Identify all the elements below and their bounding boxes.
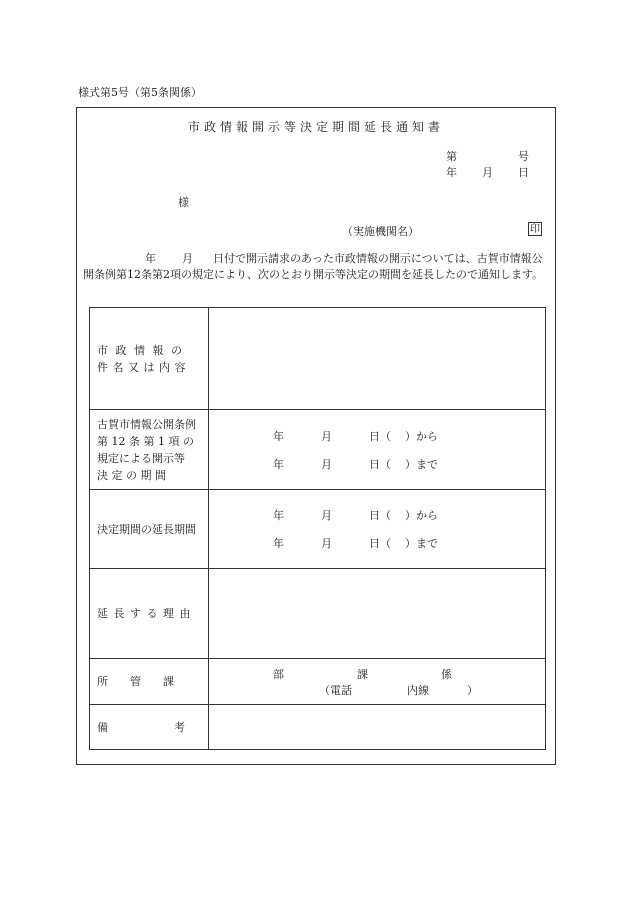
- original-period-to: 年 月 日（ ）まで: [273, 457, 438, 471]
- table-row: [90, 659, 546, 705]
- issue-year: 年: [446, 166, 457, 179]
- remarks-label: 備 考: [90, 705, 209, 750]
- addressee-honorific: 様: [178, 196, 189, 209]
- original-period-from: 年 月 日（ ）から: [273, 429, 438, 443]
- details-table: [89, 307, 546, 750]
- body-month: 月: [182, 252, 193, 265]
- table-row: [90, 569, 546, 659]
- table-row: [90, 410, 546, 490]
- extension-period-label: 決定期間の延長期間: [90, 490, 209, 569]
- table-row: [90, 705, 546, 750]
- seal-mark: 印: [530, 224, 540, 235]
- notice-body: [83, 251, 553, 282]
- table-row: [90, 490, 546, 569]
- subject-label: 市 政 情 報 の 件 名 又 は 内 容: [90, 308, 209, 410]
- department-line: 部 課 係: [273, 667, 452, 681]
- extension-period-from: 年 月 日（ ）から: [273, 509, 438, 522]
- phone-line: （電話 内線 ）: [319, 683, 478, 697]
- extension-period-to: 年 月 日（ ）まで: [273, 537, 438, 550]
- original-period-label: 古賀市情報公開条例 第 12 条 第 1 項 の 規定による開示等 決 定 の 期 間: [90, 410, 209, 490]
- department-label: 所 管 課: [90, 659, 209, 705]
- document-title: 市政情報開示等決定期間延長通知書: [187, 120, 444, 134]
- table-row: [90, 308, 546, 410]
- original-period-value: [209, 410, 546, 490]
- issue-day: 日: [518, 166, 529, 179]
- reason-label: 延 長 す る 理 由: [90, 569, 209, 659]
- issue-month: 月: [482, 166, 493, 179]
- department-value: [209, 659, 546, 705]
- body-text: 日付で開示請求のあった市政情報の開示については、古賀市情報公開条例第12条第2項の規定により、次のとおり開示等決定の期間を延長したので通知します。: [83, 252, 544, 281]
- remarks-value: [209, 705, 546, 750]
- body-year: 年: [145, 252, 156, 265]
- subject-value: [209, 308, 546, 410]
- form-number: 様式第5号（第5条関係）: [78, 86, 202, 99]
- reason-value: [209, 569, 546, 659]
- agency-name: （実施機関名）: [342, 225, 419, 238]
- extension-period-value: [209, 490, 546, 569]
- number-suffix: 号: [518, 150, 529, 163]
- number-prefix: 第: [446, 150, 457, 163]
- notice-frame: [76, 107, 556, 765]
